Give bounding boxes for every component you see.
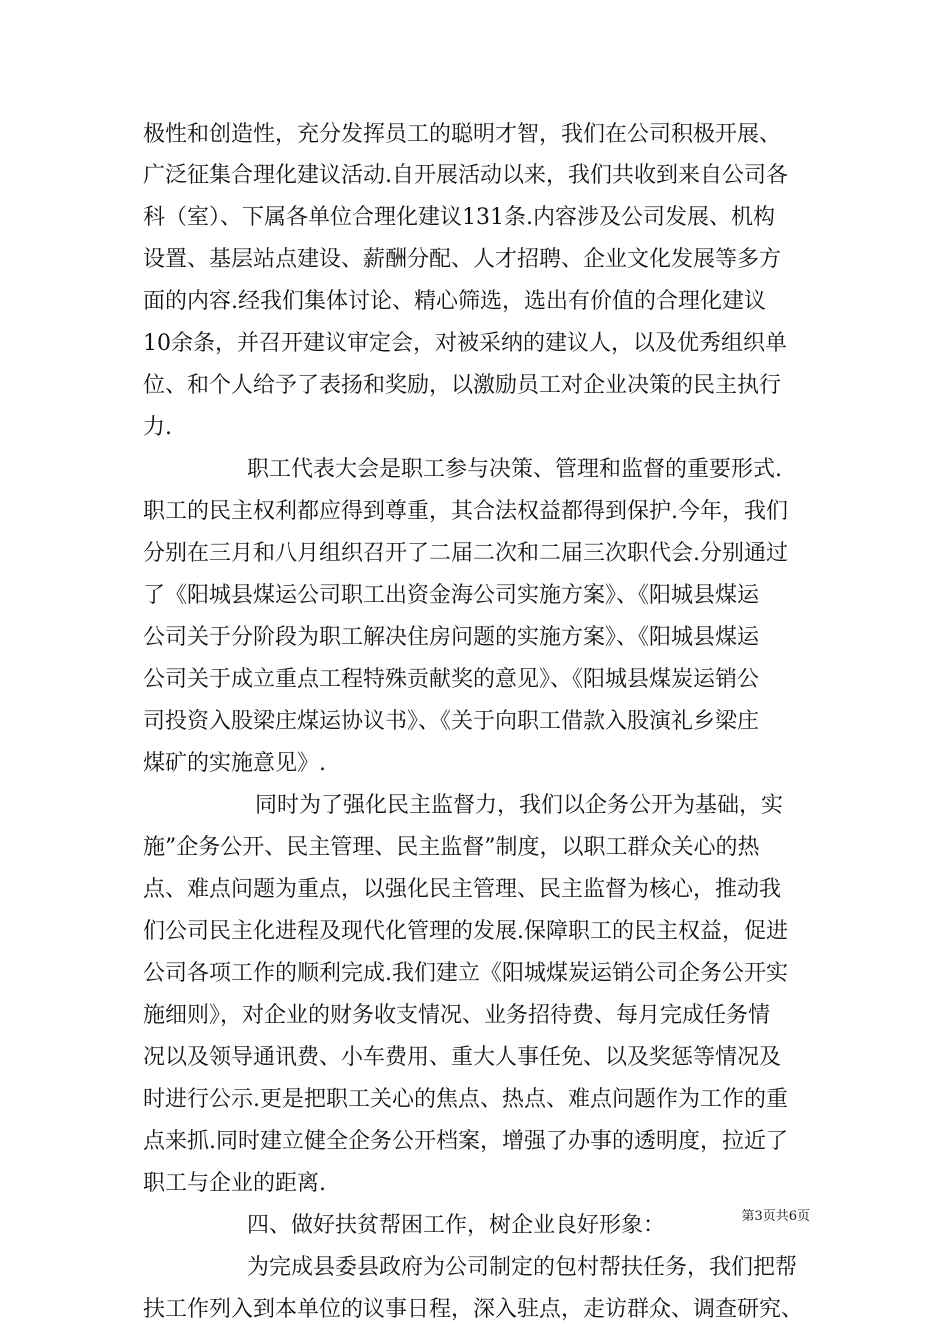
text-line: 科（室）、下属各单位合理化建议131条.内容涉及公司发展、机构 [143,205,775,230]
text-line: 了《阳城县煤运公司职工出资金海公司实施方案》、《阳城县煤运 [143,583,760,608]
text-line: 点来抓.同时建立健全企务公开档案，增强了办事的透明度，拉近了 [143,1129,788,1154]
text-line: 职工的民主权利都应得到尊重，其合法权益都得到保护.今年，我们 [143,499,788,524]
text-line: 10余条，并召开建议审定会，对被采纳的建议人，以及优秀组织单 [143,331,787,356]
text-line: 力. [143,415,172,440]
text-line: 设置、基层站点建设、薪酬分配、人才招聘、企业文化发展等多方 [143,247,782,272]
text-line: 煤矿的实施意见》. [143,751,326,776]
text-line: 施”企务公开、民主管理、民主监督”制度，以职工群众关心的热 [143,835,760,860]
text-line: 点、难点问题为重点，以强化民主管理、民主监督为核心，推动我 [143,877,782,902]
text-line: 面的内容.经我们集体讨论、精心筛选，选出有价值的合理化建议 [143,289,766,314]
text-line: 公司关于成立重点工程特殊贡献奖的意见》、《阳城县煤炭运销公 [143,667,760,692]
text-line: 时进行公示.更是把职工关心的焦点、热点、难点问题作为工作的重 [143,1087,788,1112]
text-line: 分别在三月和八月组织召开了二届二次和二届三次职代会.分别通过 [143,541,788,566]
text-line: 同时为了强化民主监督力，我们以企务公开为基础，实 [255,793,784,818]
text-line: 们公司民主化进程及现代化管理的发展.保障职工的民主权益，促进 [143,919,788,944]
text-line: 况以及领导通讯费、小车费用、重大人事任免、以及奖惩等情况及 [143,1045,782,1070]
page-number: 第3页共6页 [741,1209,810,1224]
text-line: 职工与企业的距离. [143,1171,326,1196]
text-line: 极性和创造性，充分发挥员工的聪明才智，我们在公司积极开展、 [143,122,782,147]
text-line: 位、和个人给予了表扬和奖励，以激励员工对企业决策的民主执行 [143,373,782,398]
section-heading: 四、做好扶贫帮困工作，树企业良好形象： [247,1213,666,1238]
text-line: 司投资入股梁庄煤运协议书》、《关于向职工借款入股演礼乡梁庄 [143,709,760,734]
text-line: 公司各项工作的顺利完成.我们建立《阳城煤炭运销公司企务公开实 [143,961,788,986]
text-line: 为完成县委县政府为公司制定的包村帮扶任务，我们把帮 [247,1255,798,1280]
text-line: 公司关于分阶段为职工解决住房问题的实施方案》、《阳城县煤运 [143,625,760,650]
text-line: 广泛征集合理化建议活动.自开展活动以来，我们共收到来自公司各 [143,163,788,188]
text-line: 施细则》，对企业的财务收支情况、业务招待费、每月完成任务情 [143,1003,771,1028]
text-line: 职工代表大会是职工参与决策、管理和监督的重要形式. [247,457,782,482]
text-line: 扶工作列入到本单位的议事日程，深入驻点，走访群众、调查研究、 [143,1297,804,1322]
